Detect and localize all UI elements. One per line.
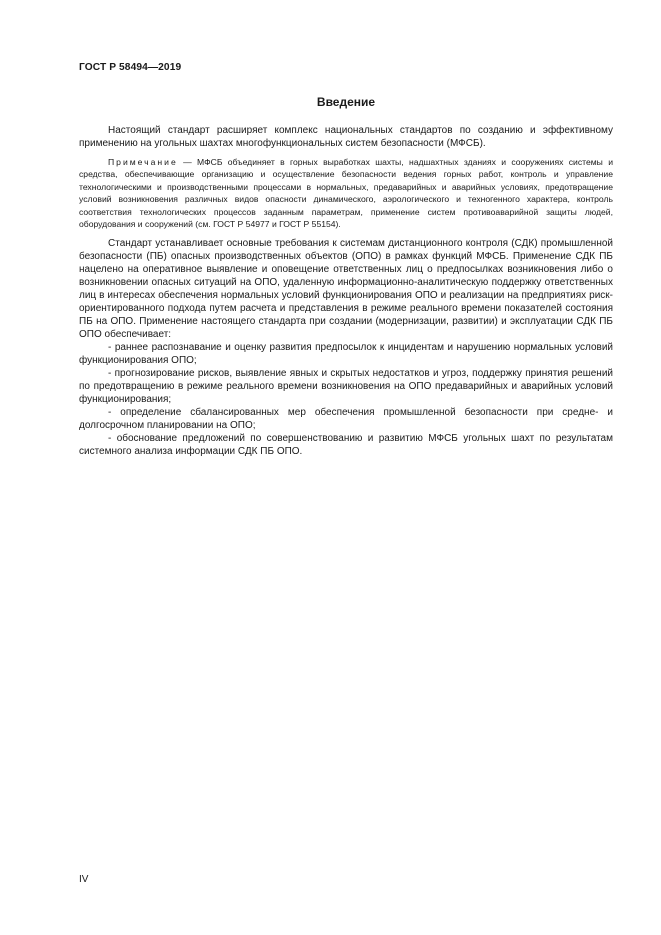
list-item: - прогнозирование рисков, выявление явных и скрытых недостатков и угроз, поддержку принятия решений по предотвращению в режиме реального времени возникновения на ОПО предаварийных и аварийных условий функционирования; <box>79 368 613 406</box>
list-item: - определение сбалансированных мер обеспечения промышленной безопасности при средне- и долгосрочном планировании на ОПО; <box>79 407 613 432</box>
note-text: — МФСБ объединяет в горных выработках шахты, надшахтных зданиях и сооружениях системы и средства, обеспечивающие организацию и осуществление безопасности ведения горных работ, контроль и управление технологическими и производственными процессами в нормальных, предаварийных и аварийных условиях, предотвращение условий возникновения различных видов опасности динамического, аэрологического и техногенного характера, контроль соответствия технологических процессов заданным параметрам, применение систем противоаварийной защиты людей, оборудования и сооружений (см. ГОСТ Р 54977 и ГОСТ Р 55154). <box>79 157 613 230</box>
list-item: - обоснование предложений по совершенствованию и развитию МФСБ угольных шахт по результатам системного анализа информации СДК ПБ ОПО. <box>79 433 613 458</box>
document-body <box>79 124 613 458</box>
section-title: Введение <box>316 95 376 109</box>
list-item: - раннее распознавание и оценку развития предпосылок к инцидентам и нарушению нормальных условий функционирования ОПО; <box>79 342 613 367</box>
document-header-standard-id: ГОСТ Р 58494—2019 <box>79 62 182 73</box>
note-paragraph <box>79 156 613 230</box>
main-paragraph: Стандарт устанавливает основные требования к системам дистанционного контроля (СДК) промышленной безопасности (ПБ) опасных производственных объектов (ОПО) в рамках функций МФСБ. Применение СДК ПБ нацелено на оперативное выявление и оповещение ответственных лиц о предпосылках возникновения либо о возникновении опасных ситуаций на ОПО, удаленную информационно-аналитическую поддержку ответственных лиц в интересах обеспечения нормальных условий функционирования ОПО и реализации на предприятиях риск-ориентированного подхода путем расчета и представления в режиме реального времени показателей состояния ПБ на ОПО. Применение настоящего стандарта при создании (модернизации, развитии) и эксплуатации СДК ПБ ОПО обеспечивает: <box>79 238 613 341</box>
page-number: IV <box>79 874 89 885</box>
intro-paragraph: Настоящий стандарт расширяет комплекс национальных стандартов по созданию и эффективному применению на угольных шахтах многофункциональных систем безопасности (МФСБ). <box>79 125 613 149</box>
note-label: Примечание <box>108 157 178 167</box>
